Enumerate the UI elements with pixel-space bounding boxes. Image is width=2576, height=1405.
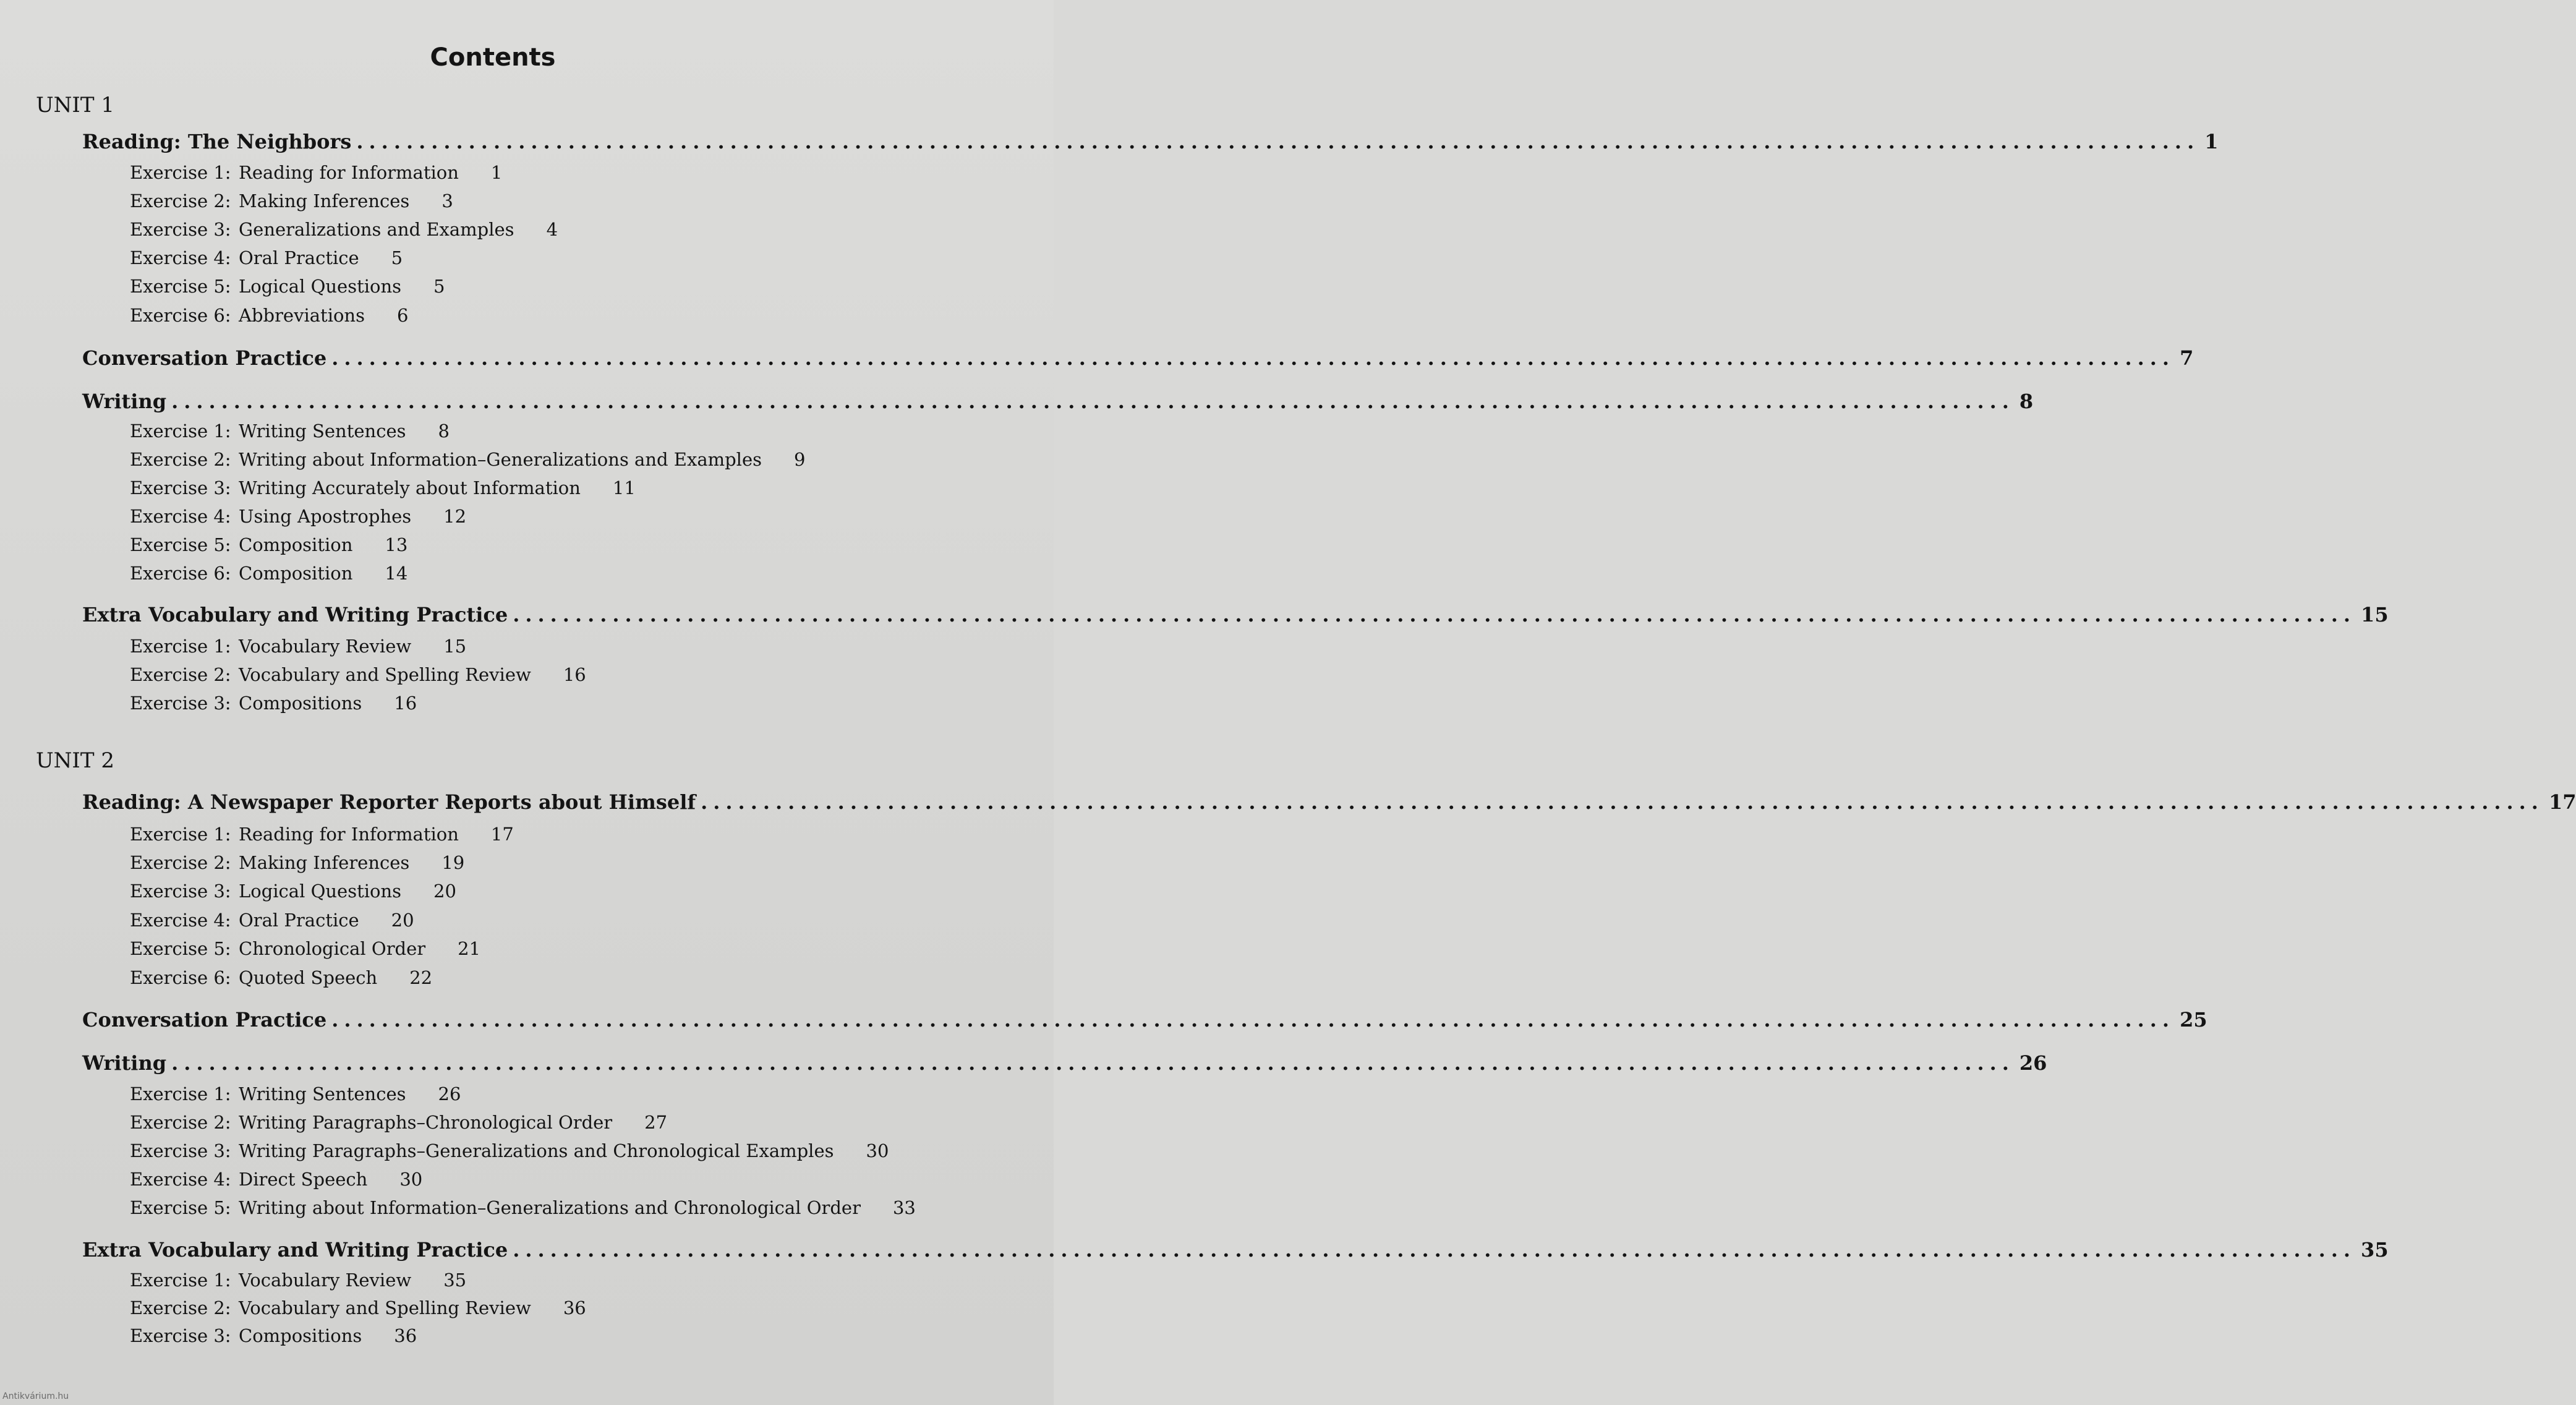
exercise-title: Composition <box>239 534 353 555</box>
exercise-title: Composition <box>239 563 353 584</box>
exercise-row <box>130 1297 586 1318</box>
exercise-page: 30 <box>866 1140 889 1161</box>
exercise-row <box>130 162 502 183</box>
exercise-row <box>130 938 480 959</box>
exercise-page: 4 <box>546 219 558 240</box>
exercise-number: Exercise 3: <box>130 693 231 714</box>
exercise-number: Exercise 5: <box>130 938 231 959</box>
exercise-row <box>130 881 456 902</box>
exercise-row <box>130 636 466 657</box>
exercise-number: Exercise 1: <box>130 162 231 183</box>
exercise-title: Reading for Information <box>239 162 459 183</box>
dot-leader: .................................................................................................................................................... <box>513 1238 2356 1262</box>
exercise-title: Reading for Information <box>239 824 459 845</box>
exercise-page: 17 <box>490 824 514 845</box>
section-title: Reading: The Neighbors <box>82 130 352 153</box>
exercise-number: Exercise 2: <box>130 1297 231 1318</box>
section-page-number: 8 <box>2019 390 2034 413</box>
exercise-number: Exercise 2: <box>130 1112 231 1133</box>
exercise-page: 5 <box>433 276 445 297</box>
dot-leader: .................................................................................................................................................... <box>513 603 2356 626</box>
section-title: Extra Vocabulary and Writing Practice <box>82 1238 508 1262</box>
exercise-title: Logical Questions <box>239 276 402 297</box>
exercise-title: Oral Practice <box>239 910 359 931</box>
exercise-title: Writing Paragraphs–Chronological Order <box>239 1112 613 1133</box>
toc-section <box>82 1051 2047 1075</box>
exercise-number: Exercise 2: <box>130 852 231 873</box>
exercise-page: 35 <box>443 1270 467 1291</box>
exercise-page: 8 <box>438 421 450 442</box>
exercise-page: 19 <box>441 852 465 873</box>
exercise-title: Compositions <box>239 693 362 714</box>
toc-section <box>82 1008 2207 1031</box>
exercise-number: Exercise 1: <box>130 824 231 845</box>
exercise-page: 12 <box>443 506 467 527</box>
section-title: Writing <box>82 1051 167 1075</box>
toc-section <box>82 1238 2389 1262</box>
exercise-title: Making Inferences <box>239 190 410 211</box>
toc-section <box>82 790 2576 814</box>
dot-leader: .................................................................................................................................................... <box>356 130 2200 153</box>
watermark: Antikvárium.hu <box>2 1391 69 1401</box>
exercise-row <box>130 1325 417 1346</box>
exercise-number: Exercise 5: <box>130 1197 231 1218</box>
section-title: Extra Vocabulary and Writing Practice <box>82 603 508 626</box>
exercise-row <box>130 563 407 584</box>
exercise-title: Vocabulary Review <box>239 1270 412 1291</box>
exercise-number: Exercise 6: <box>130 563 231 584</box>
exercise-page: 20 <box>391 910 414 931</box>
exercise-row <box>130 967 432 988</box>
unit-1-heading: UNIT 1 <box>36 93 114 117</box>
exercise-row <box>130 852 464 873</box>
exercise-title: Writing Sentences <box>239 1083 406 1104</box>
exercise-title: Generalizations and Examples <box>239 219 514 240</box>
exercise-title: Vocabulary and Spelling Review <box>239 664 531 685</box>
exercise-page: 15 <box>443 636 467 657</box>
exercise-title: Using Apostrophes <box>239 506 412 527</box>
exercise-number: Exercise 4: <box>130 247 231 268</box>
exercise-number: Exercise 4: <box>130 506 231 527</box>
exercise-number: Exercise 3: <box>130 477 231 498</box>
exercise-page: 27 <box>644 1112 668 1133</box>
exercise-page: 36 <box>394 1325 417 1346</box>
exercise-row <box>130 1140 889 1161</box>
exercise-page: 22 <box>409 967 433 988</box>
section-page-number: 1 <box>2204 130 2219 153</box>
exercise-page: 11 <box>612 477 636 498</box>
exercise-number: Exercise 3: <box>130 1140 231 1161</box>
exercise-page: 14 <box>385 563 408 584</box>
dot-leader: .................................................................................................................................................... <box>701 790 2544 814</box>
dot-leader: .................................................................................................................................................... <box>331 346 2175 370</box>
section-page-number: 26 <box>2019 1051 2047 1075</box>
exercise-number: Exercise 1: <box>130 1270 231 1291</box>
exercise-row <box>130 506 466 527</box>
exercise-row <box>130 1083 461 1104</box>
exercise-page: 1 <box>490 162 503 183</box>
exercise-row <box>130 1197 916 1218</box>
exercise-row <box>130 477 636 498</box>
section-title: Conversation Practice <box>82 346 327 370</box>
exercise-title: Compositions <box>239 1325 362 1346</box>
exercise-row <box>130 421 450 442</box>
exercise-row <box>130 824 514 845</box>
exercise-page: 5 <box>391 247 403 268</box>
exercise-number: Exercise 3: <box>130 219 231 240</box>
exercise-row <box>130 305 408 326</box>
exercise-title: Logical Questions <box>239 881 402 902</box>
exercise-title: Quoted Speech <box>239 967 378 988</box>
exercise-number: Exercise 5: <box>130 276 231 297</box>
exercise-row <box>130 190 453 211</box>
section-page-number: 15 <box>2361 603 2389 626</box>
exercise-row <box>130 247 403 268</box>
exercise-title: Oral Practice <box>239 247 359 268</box>
section-title: Writing <box>82 390 167 413</box>
exercise-page: 3 <box>441 190 453 211</box>
exercise-page: 16 <box>563 664 586 685</box>
exercise-page: 26 <box>438 1083 461 1104</box>
exercise-number: Exercise 2: <box>130 664 231 685</box>
exercise-title: Writing about Information–Generalizations and Chronological Order <box>239 1197 861 1218</box>
exercise-number: Exercise 6: <box>130 967 231 988</box>
exercise-page: 33 <box>892 1197 916 1218</box>
exercise-number: Exercise 1: <box>130 421 231 442</box>
exercise-row <box>130 1270 466 1291</box>
toc-section <box>82 390 2034 413</box>
exercise-row <box>130 276 445 297</box>
section-title: Conversation Practice <box>82 1008 327 1031</box>
exercise-number: Exercise 2: <box>130 449 231 470</box>
exercise-number: Exercise 3: <box>130 1325 231 1346</box>
section-page-number: 25 <box>2180 1008 2207 1031</box>
exercise-number: Exercise 1: <box>130 1083 231 1104</box>
exercise-title: Vocabulary Review <box>239 636 412 657</box>
exercise-title: Chronological Order <box>239 938 426 959</box>
exercise-title: Direct Speech <box>239 1169 368 1190</box>
exercise-page: 21 <box>458 938 481 959</box>
dot-leader: .................................................................................................................................................... <box>331 1008 2175 1031</box>
exercise-title: Abbreviations <box>239 305 365 326</box>
dot-leader: .................................................................................................................................................... <box>171 1051 2015 1075</box>
section-page-number: 17 <box>2548 790 2576 814</box>
exercise-number: Exercise 1: <box>130 636 231 657</box>
exercise-page: 13 <box>385 534 408 555</box>
exercise-page: 16 <box>394 693 417 714</box>
toc-section <box>82 130 2219 153</box>
exercise-title: Vocabulary and Spelling Review <box>239 1297 531 1318</box>
exercise-title: Writing Accurately about Information <box>239 477 581 498</box>
exercise-number: Exercise 5: <box>130 534 231 555</box>
exercise-row <box>130 910 414 931</box>
exercise-row <box>130 1169 422 1190</box>
exercise-page: 30 <box>399 1169 423 1190</box>
section-title: Reading: A Newspaper Reporter Reports about Himself <box>82 790 696 814</box>
toc-section <box>82 346 2194 370</box>
exercise-number: Exercise 4: <box>130 1169 231 1190</box>
section-page-number: 7 <box>2180 346 2194 370</box>
exercise-row <box>130 693 417 714</box>
exercise-title: Making Inferences <box>239 852 410 873</box>
exercise-page: 20 <box>433 881 456 902</box>
exercise-row <box>130 664 586 685</box>
exercise-number: Exercise 6: <box>130 305 231 326</box>
exercise-page: 6 <box>397 305 409 326</box>
section-page-number: 35 <box>2361 1238 2389 1262</box>
exercise-number: Exercise 2: <box>130 190 231 211</box>
unit-2-heading: UNIT 2 <box>36 748 114 773</box>
exercise-row <box>130 534 407 555</box>
exercise-title: Writing Sentences <box>239 421 406 442</box>
page-title: Contents <box>430 43 556 72</box>
exercise-row <box>130 1112 667 1133</box>
exercise-title: Writing about Information–Generalizations and Examples <box>239 449 762 470</box>
toc-section <box>82 603 2389 626</box>
exercise-row <box>130 219 558 240</box>
exercise-number: Exercise 4: <box>130 910 231 931</box>
exercise-row <box>130 449 805 470</box>
dot-leader: .................................................................................................................................................... <box>171 390 2015 413</box>
exercise-page: 36 <box>563 1297 586 1318</box>
exercise-page: 9 <box>793 449 806 470</box>
exercise-title: Writing Paragraphs–Generalizations and Chronological Examples <box>239 1140 834 1161</box>
exercise-number: Exercise 3: <box>130 881 231 902</box>
